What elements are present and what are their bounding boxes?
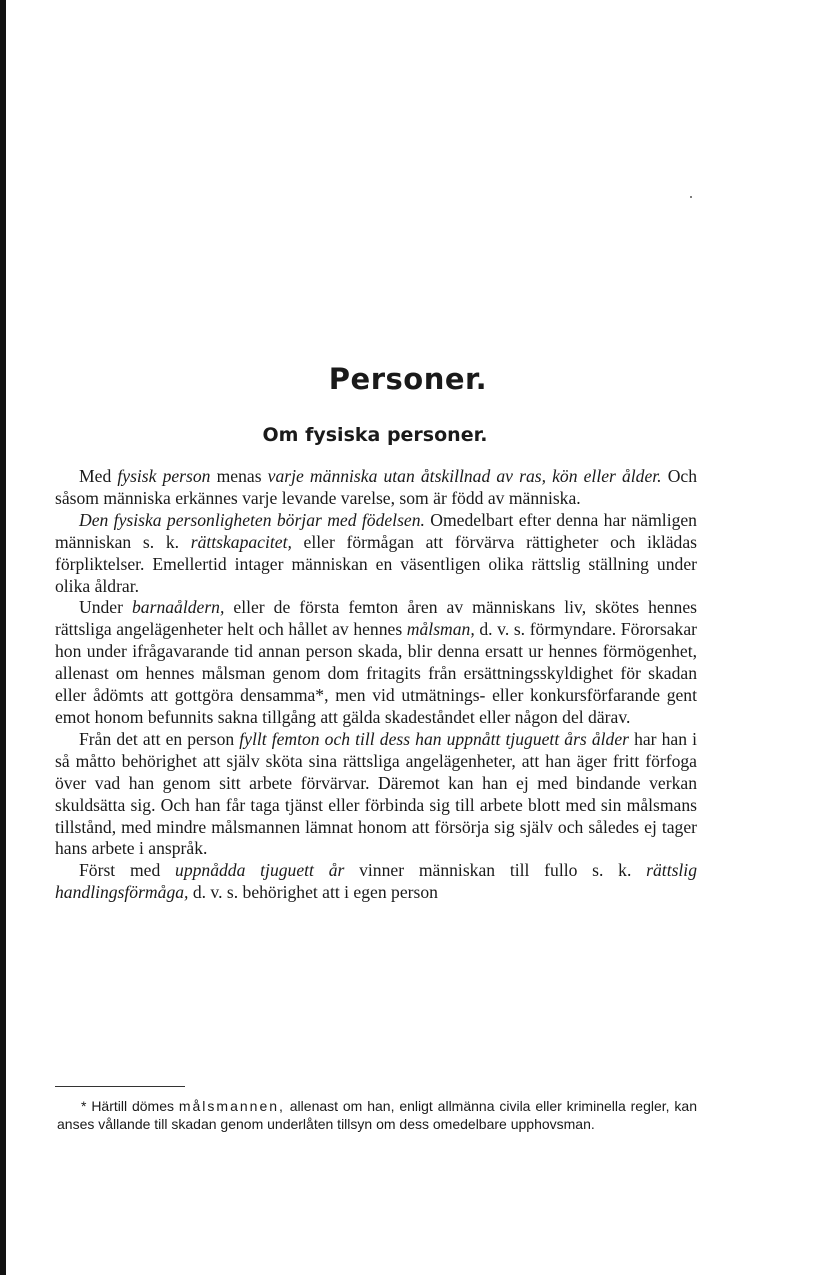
italic-run: rättskapacitet, [190, 531, 292, 552]
footnote-text-after: allenast om han, enligt allmänna civila eller kriminella regler, kan anses vållande till skadan genom underlåten tillsyn om dess omedelbare upphovsman. [57, 1098, 697, 1132]
text-run: eller de första femton åren av människans liv, skötes hennes rättsliga angelägenheter helt och hållet av hennes [55, 597, 697, 640]
footnote-rule [55, 1086, 185, 1087]
text-run: har han i så måtto behörighet att själv sköta sina rättsliga angelägenheter, att han äger fritt förfoga över vad han genom sitt arbete förvärvar. Däremot kan han ej med bindande verkan skuldsätta sig. Och han får taga tjänst eller förbinda sig till arbete blott med sin målsmans tillstånd, med mindre målsmannen lämnat honom att försörja sig själv och således ej tager hans arbete i anspråk. [55, 728, 697, 859]
paragraph [55, 466, 697, 510]
italic-run: fyllt femton och till dess han uppnått tjuguett års ålder [239, 728, 629, 749]
text-run: Under [79, 597, 132, 618]
footnote-text-before: * Härtill dömes [81, 1098, 179, 1114]
text-run: Omedelbart efter denna har nämligen människan s. k. [55, 509, 697, 552]
text-run: Först med [79, 860, 176, 881]
footnote-spaced-word: målsmannen, [178, 1098, 285, 1114]
footnote [57, 1098, 697, 1133]
page-title: Personer. [328, 362, 488, 396]
paragraph [55, 510, 697, 598]
italic-run: varje människa utan åtskillnad av ras, kön eller ålder. [267, 466, 662, 486]
text-run: Och såsom människa erkännes varje levande varelse, som är född av människa. [55, 466, 698, 508]
text-run: Med [79, 466, 118, 486]
text-run: Från det att en person [79, 728, 240, 749]
text-run: menas [210, 466, 268, 486]
text-run: vinner människan till fullo s. k. [344, 860, 647, 881]
section-subtitle: Om fysiska personer. [262, 424, 488, 446]
italic-run: barnaåldern, [132, 597, 225, 618]
paragraph [55, 860, 697, 904]
italic-run: målsman, [406, 619, 475, 640]
text-run: eller förmågan att förvärva rättigheter och iklädas förpliktelser. Emellertid intager människan en väsentligen olika rättslig ställning under olika åldrar. [55, 531, 697, 596]
text-run: d. v. s. behörighet att i egen person [188, 882, 438, 903]
paragraph [55, 597, 697, 728]
italic-run: Den fysiska personligheten börjar med födelsen. [79, 509, 425, 530]
italic-run: uppnådda tjuguett år [175, 860, 345, 881]
page-binding-edge [0, 0, 6, 1275]
italic-run: rättslig handlingsförmåga, [55, 860, 697, 903]
paragraph [55, 729, 697, 860]
body-text [55, 466, 697, 904]
italic-run: fysisk person [117, 466, 211, 486]
text-run: d. v. s. förmyndare. Förorsakar hon under ifrågavarande tid annan person skada, blir denna ersatt ur hennes förmögenhet, allenast om hennes målsman genom dom fritagits från ersättningsskyldighet för skadan eller ådömts att gottgöra densamma*, men vid utmätnings- eller konkursförfarande gent emot honom befunnits sakna tillgång att gälda skadeståndet eller någon del därav. [55, 619, 697, 727]
paper-speck [690, 196, 692, 198]
